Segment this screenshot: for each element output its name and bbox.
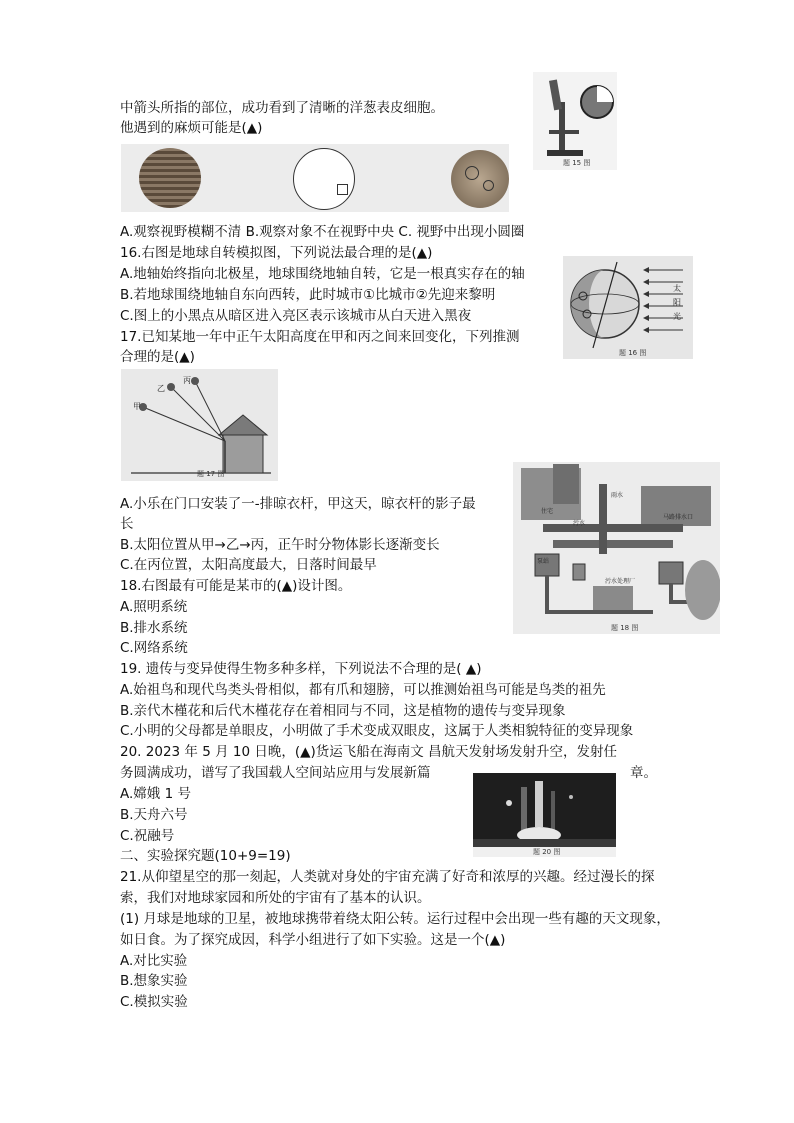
- option-b: B.亲代木槿花和后代木槿花存在着相同与不同，这是植物的遗传与变异现象: [120, 703, 566, 719]
- blurry-view-image: [139, 148, 201, 208]
- option-a: A.嫦娥 1 号: [120, 786, 191, 802]
- text-line: 中箭头所指的部位，成功看到了清晰的洋葱表皮细胞。: [120, 100, 444, 116]
- question-16: 16.右图是地球自转模拟图，下列说法最合理的是(▲): [120, 245, 433, 261]
- option-c: C.网络系统: [120, 640, 188, 656]
- option-a: A.地轴始终指向北极星，地球围绕地轴自转，它是一根真实存在的轴: [120, 266, 525, 282]
- question-19: 19. 遗传与变异使得生物多种多样，下列说法不合理的是( ▲): [120, 661, 482, 677]
- sunlight-label: 太 阳 光: [673, 284, 681, 321]
- figure-18-drainage: [513, 462, 720, 634]
- figure-17-sun-height: [121, 369, 278, 481]
- figure-caption: 题 15 图: [563, 159, 591, 167]
- question-18: 18.右图最有可能是某市的(▲)设计图。: [120, 578, 352, 594]
- option-b: B.太阳位置从甲→乙→丙，正午时分物体影长逐渐变长: [120, 537, 440, 553]
- text-line: (1) 月球是地球的卫星，被地球携带着绕太阳公转。运行过程中会出现一些有趣的天文现象，: [120, 911, 670, 927]
- figure-caption: 题 18 图: [611, 624, 639, 632]
- figure-15-microscope: [533, 72, 617, 170]
- microscope-icon: [533, 72, 617, 170]
- text-line: 章。: [630, 765, 657, 781]
- option-b: B.想象实验: [120, 973, 188, 989]
- text-line: 长: [120, 516, 134, 532]
- rocket-launch-image: [473, 773, 616, 847]
- drainage-diagram: [513, 462, 720, 634]
- text-line: 他遇到的麻烦可能是(▲): [120, 120, 263, 136]
- question-17: 17.已知某地一年中正午太阳高度在甲和丙之间来回变化，下列推测: [120, 329, 520, 345]
- option-a: A.始祖鸟和现代鸟类头骨相似，都有爪和翅膀，可以推测始祖鸟可能是鸟类的祖先: [120, 682, 606, 698]
- sun-label-jia: 甲: [133, 402, 141, 411]
- option-b: B.排水系统: [120, 620, 188, 636]
- question-21: 21.从仰望星空的那一刻起，人类就对身处的宇宙充满了好奇和浓厚的兴趣。经过漫长的探: [120, 869, 655, 885]
- option-c: C.图上的小黑点从暗区进入亮区表示该城市从白天进入黑夜: [120, 308, 472, 324]
- option-line: A.观察视野模糊不清 B.观察对象不在视野中央 C. 视野中出现小圆圈: [120, 224, 525, 240]
- question-20: 20. 2023 年 5 月 10 日晚，(▲)货运飞船在海南文 昌航天发射场发射升空，发射任: [120, 744, 618, 760]
- house-label: 住宅: [541, 508, 554, 515]
- figure-20-launch-photo: [473, 773, 616, 857]
- option-c: C.在丙位置，太阳高度最大，日落时间最早: [120, 557, 377, 573]
- figure-16-earth-rotation: [563, 256, 693, 359]
- option-a: A.照明系统: [120, 599, 188, 615]
- figure-15-views: [121, 144, 509, 212]
- figure-caption: 题 17 图: [197, 470, 225, 478]
- bubble-view-image: [451, 150, 509, 208]
- text-line: 合理的是(▲): [120, 349, 195, 365]
- sun-label-yi: 乙: [157, 384, 165, 393]
- sun-label-bing: 丙: [183, 376, 191, 385]
- rain-label: 雨水: [611, 492, 624, 499]
- text-line: 如日食。为了探究成因，科学小组进行了如下实验。这是一个(▲): [120, 932, 506, 948]
- drain-outlet-label: 马路排水口: [663, 514, 694, 521]
- figure-caption: 题 20 图: [533, 848, 561, 856]
- option-b: B.天舟六号: [120, 807, 188, 823]
- text-line: 索，我们对地球家园和所处的宇宙有了基本的认识。: [120, 890, 431, 906]
- pump-label: 泵站: [537, 558, 550, 565]
- sun-angle-diagram: [121, 369, 278, 481]
- option-c: C.小明的父母都是单眼皮，小明做了手术变成双眼皮，这属于人类相貌特征的变异现象: [120, 723, 634, 739]
- option-c: C.祝融号: [120, 828, 175, 844]
- sewage-label: 污水: [573, 520, 586, 527]
- option-a: A.小乐在门口安装了一-排晾衣杆，甲这天，晾衣杆的影子最: [120, 496, 476, 512]
- section-heading: 二、实验探究题(10+9=19): [120, 848, 291, 864]
- figure-caption: 题 16 图: [619, 349, 647, 357]
- text-line: 务圆满成功，谱写了我国载人空间站应用与发展新篇: [120, 765, 431, 781]
- option-b: B.若地球围绕地轴自东向西转，此时城市①比城市②先迎来黎明: [120, 287, 496, 303]
- option-a: A.对比实验: [120, 953, 188, 969]
- treatment-plant-label: 污水处理厂: [605, 578, 636, 585]
- option-c: C.模拟实验: [120, 994, 188, 1010]
- off-center-view-image: [293, 148, 355, 210]
